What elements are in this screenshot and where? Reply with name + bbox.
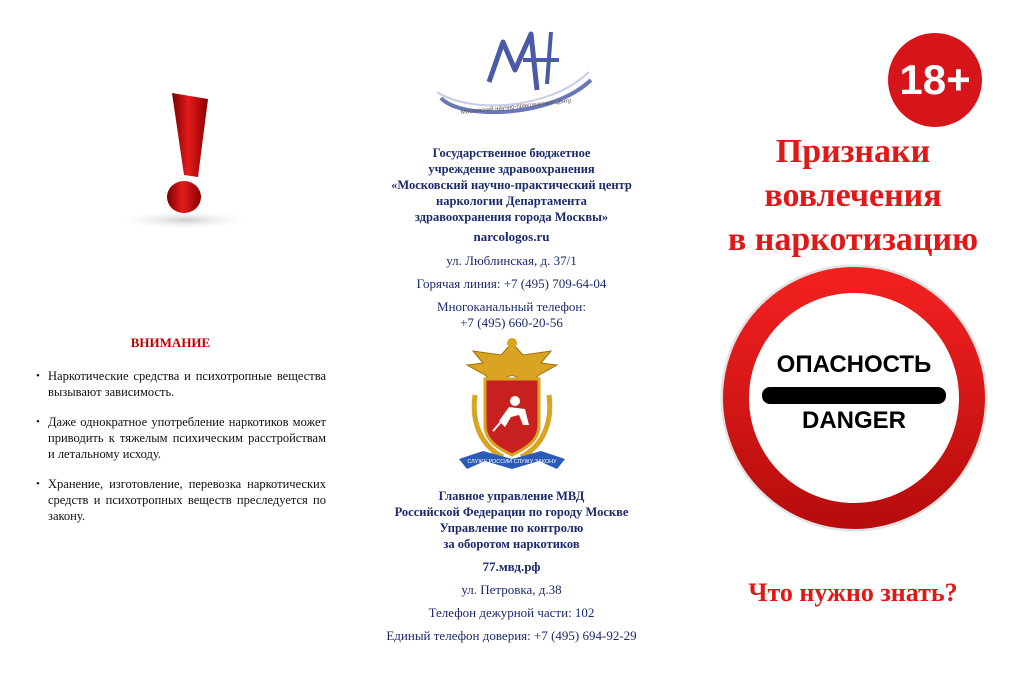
org1-hotline: Горячая линия: +7 (495) 709-64-04 xyxy=(416,276,607,291)
warning-list xyxy=(34,368,326,538)
org1-address: ул. Люблинская, д. 37/1 xyxy=(446,253,577,268)
list-item: • Наркотические средства и психотропные вещества вызывают зависимость. xyxy=(36,369,326,399)
left-panel xyxy=(0,0,341,675)
bullet-icon: • xyxy=(36,370,40,382)
narcology-center-logo xyxy=(431,20,601,120)
bullet-icon: • xyxy=(36,478,40,490)
age-restriction-badge: 18+ xyxy=(888,33,982,127)
org1-name: Государственное бюджетное учреждение здравоохранения «Московский научно-практический центр наркологии Департамента здравоохранения города Москвы» xyxy=(391,146,632,224)
org1-multichannel: Многоканальный телефон: +7 (495) 660-20-56 xyxy=(437,299,586,330)
bullet-icon: • xyxy=(36,416,40,428)
org2-name: Главное управление МВД Российской Федерации по городу Москве Управление по контролю за оборотом наркотиков xyxy=(394,489,629,551)
org2-duty-phone: Телефон дежурной части: 102 xyxy=(428,605,595,620)
question-heading: Что нужно знать? xyxy=(748,578,958,607)
list-item: • Хранение, изготовление, перевозка наркотических средств и психотропных веществ преследуется по закону. xyxy=(36,477,326,523)
exclamation-icon xyxy=(110,85,260,235)
middle-panel xyxy=(341,0,682,675)
org2-website: 77.мвд.рф xyxy=(482,559,541,574)
brochure-title: Признаки вовлечения в наркотизацию xyxy=(727,133,979,258)
danger-sign-icon xyxy=(704,258,1004,538)
org2-address: ул. Петровка, д.38 xyxy=(461,582,562,597)
list-item: • Даже однократное употребление наркотиков может приводить к тяжелым психическим расстройствам и летальному исходу. xyxy=(36,415,326,461)
attention-heading: ВНИМАНИЕ xyxy=(130,335,211,350)
emblem-ribbon-text: СЛУЖУ РОССИИ СЛУЖУ ЗАКОНУ xyxy=(467,459,557,465)
org2-trust-phone: Единый телефон доверия: +7 (495) 694-92-29 xyxy=(386,628,637,643)
police-emblem-icon xyxy=(453,335,571,475)
sign-top-text: ОПАСНОСТЬ xyxy=(776,351,932,378)
logo-caption: Московский научно-практический центр xyxy=(460,98,572,116)
sign-bottom-text: DANGER xyxy=(801,407,907,434)
right-panel xyxy=(682,0,1024,675)
org1-website: narcologos.ru xyxy=(473,229,550,244)
